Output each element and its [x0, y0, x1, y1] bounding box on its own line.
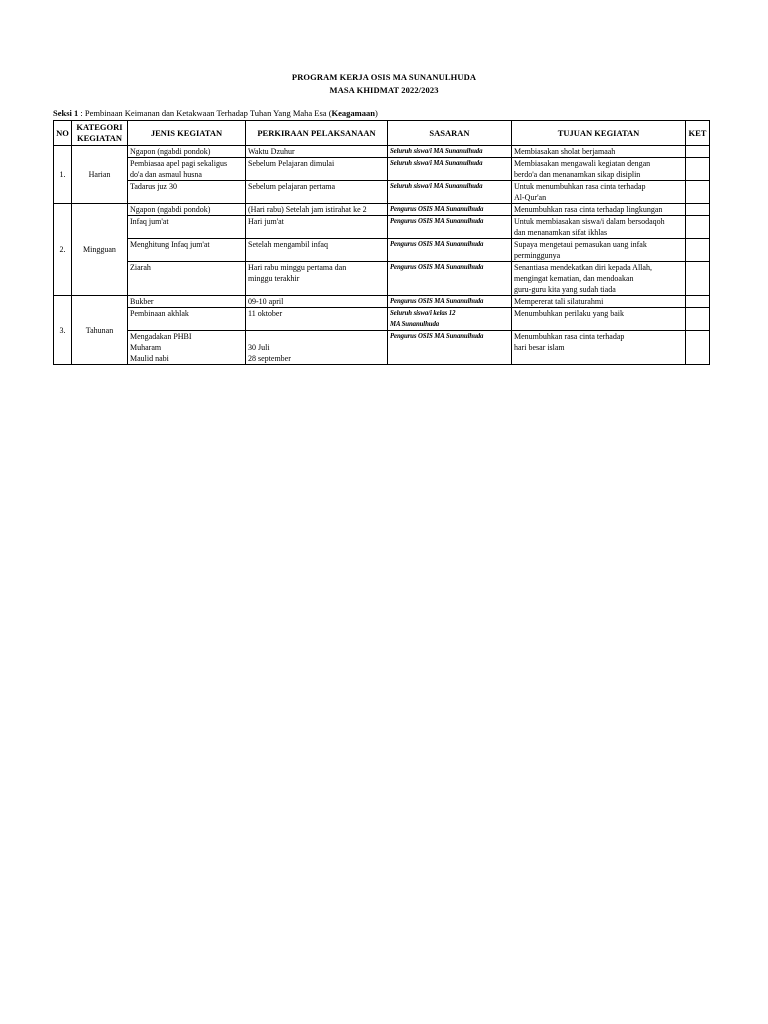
cell-jenis — [128, 146, 246, 158]
cell-jenis — [128, 204, 246, 216]
cell-jenis — [128, 158, 246, 181]
cell-pelaksanaan-line: minggu terakhir — [248, 274, 300, 283]
cell-tujuan-line: mengingat kematian, dan mendoakan — [514, 274, 634, 283]
cell-jenis-line: Infaq jum'at — [130, 217, 169, 226]
cell-tujuan — [512, 146, 686, 158]
header-ket: KET — [686, 121, 710, 146]
cell-pelaksanaan — [246, 239, 388, 262]
program-table — [53, 120, 710, 365]
document-subtitle: MASA KHIDMAT 2022/2023 — [329, 85, 439, 95]
cell-tujuan-line: Menumbuhkan rasa cinta terhadap — [514, 332, 625, 341]
cell-ket — [686, 262, 710, 296]
cell-sasaran-line: Pengurus OSIS MA Sunanulhuda — [390, 333, 484, 340]
cell-jenis — [128, 308, 246, 331]
cell-tujuan-line: Al-Qur'an — [514, 193, 547, 202]
table-row — [54, 331, 710, 365]
cell-jenis — [128, 296, 246, 308]
section-label — [53, 108, 378, 118]
table-row — [54, 146, 710, 158]
cell-tujuan — [512, 331, 686, 365]
cell-pelaksanaan — [246, 262, 388, 296]
cell-no: 3. — [54, 296, 72, 365]
cell-sasaran-line: Pengurus OSIS MA Sunanulhuda — [390, 298, 484, 305]
table-row — [54, 296, 710, 308]
cell-pelaksanaan — [246, 216, 388, 239]
cell-tujuan — [512, 216, 686, 239]
cell-kategori: Harian — [72, 146, 128, 204]
cell-jenis-line: Muharam — [130, 343, 162, 352]
cell-ket — [686, 181, 710, 204]
cell-sasaran — [388, 158, 512, 181]
section-close: ) — [374, 108, 378, 118]
cell-sasaran — [388, 331, 512, 365]
cell-tujuan — [512, 239, 686, 262]
cell-jenis — [128, 181, 246, 204]
cell-jenis — [128, 262, 246, 296]
section-number: Seksi 1 — [53, 108, 79, 118]
cell-tujuan-line: perminggunya — [514, 251, 561, 260]
cell-sasaran-line: Seluruh siswa/i MA Sunanulhuda — [390, 148, 483, 155]
table-row — [54, 262, 710, 296]
header-tujuan: TUJUAN KEGIATAN — [512, 121, 686, 146]
cell-pelaksanaan — [246, 146, 388, 158]
header-kategori: KATEGORI KEGIATAN — [72, 121, 128, 146]
cell-tujuan-line: Membiasakan mengawali kegiatan dengan — [514, 159, 651, 168]
cell-tujuan — [512, 262, 686, 296]
table-row — [54, 216, 710, 239]
table-row — [54, 239, 710, 262]
cell-kategori: Tahunan — [72, 296, 128, 365]
cell-sasaran — [388, 181, 512, 204]
cell-sasaran-line: Pengurus OSIS MA Sunanulhuda — [390, 241, 484, 248]
cell-pelaksanaan-line: 28 september — [248, 354, 291, 363]
cell-ket — [686, 308, 710, 331]
cell-sasaran-line: Pengurus OSIS MA Sunanulhuda — [390, 206, 484, 213]
cell-tujuan-line: guru-guru kita yang sudah tiada — [514, 285, 616, 294]
cell-jenis — [128, 239, 246, 262]
cell-jenis-line: Ziarah — [130, 263, 151, 272]
cell-tujuan-line: Mempererat tali silaturahmi — [514, 297, 604, 306]
cell-tujuan — [512, 158, 686, 181]
cell-jenis-line: Tadarus juz 30 — [130, 182, 177, 191]
cell-pelaksanaan — [246, 331, 388, 365]
table-row — [54, 204, 710, 216]
cell-tujuan — [512, 181, 686, 204]
cell-no: 1. — [54, 146, 72, 204]
cell-jenis-line: Pembinaan akhlak — [130, 309, 189, 318]
header-jenis: JENIS KEGIATAN — [128, 121, 246, 146]
header-pelaksanaan: PERKIRAAN PELAKSANAAN — [246, 121, 388, 146]
cell-sasaran-line: Seluruh siswa/i MA Sunanulhuda — [390, 160, 483, 167]
table-row — [54, 158, 710, 181]
cell-tujuan-line: dan menanamkan sifat ikhlas — [514, 228, 608, 237]
table-body — [54, 146, 710, 365]
cell-tujuan-line: Senantiasa mendekatkan diri kepada Allah, — [514, 263, 652, 272]
cell-pelaksanaan-line: Waktu Dzuhur — [248, 147, 295, 156]
cell-pelaksanaan-line: Sebelum pelajaran pertama — [248, 182, 336, 191]
cell-pelaksanaan-line: Sebelum Pelajaran dimulai — [248, 159, 335, 168]
cell-ket — [686, 158, 710, 181]
section-category: Keagamaan — [331, 108, 375, 118]
header-sasaran: SASARAN — [388, 121, 512, 146]
cell-pelaksanaan-line: 11 oktober — [248, 309, 283, 318]
cell-sasaran-line: MA Sunanulhuda — [390, 321, 440, 328]
cell-pelaksanaan-line: Setelah mengambil infaq — [248, 240, 328, 249]
cell-ket — [686, 239, 710, 262]
cell-tujuan-line: Membiasakan sholat berjamaah — [514, 147, 616, 156]
cell-sasaran-line: Seluruh siswa/i kelas 12 — [390, 310, 456, 317]
cell-tujuan — [512, 308, 686, 331]
table-header-row — [54, 121, 710, 146]
document-title: PROGRAM KERJA OSIS MA SUNANULHUDA — [291, 72, 477, 82]
cell-tujuan-line: Untuk menumbuhkan rasa cinta terhadap — [514, 182, 646, 191]
cell-tujuan-line: Untuk membiasakan siswa/i dalam bersodaqoh — [514, 217, 665, 226]
cell-jenis-line: Ngapon (ngabdi pondok) — [130, 147, 211, 156]
cell-kategori: Mingguan — [72, 204, 128, 296]
cell-jenis — [128, 216, 246, 239]
cell-sasaran-line: Seluruh siswa/i MA Sunanulhuda — [390, 183, 483, 190]
cell-sasaran — [388, 216, 512, 239]
cell-ket — [686, 296, 710, 308]
cell-no: 2. — [54, 204, 72, 296]
cell-pelaksanaan-line: (Hari rabu) Setelah jam istirahat ke 2 — [248, 205, 367, 214]
cell-tujuan — [512, 296, 686, 308]
cell-pelaksanaan — [246, 296, 388, 308]
cell-tujuan-line: Menumbuhkan rasa cinta terhadap lingkungan — [514, 205, 663, 214]
cell-pelaksanaan-line — [248, 331, 385, 342]
cell-pelaksanaan — [246, 181, 388, 204]
cell-pelaksanaan-line: Hari jum'at — [248, 217, 284, 226]
cell-pelaksanaan-line: 09-10 april — [248, 297, 284, 306]
cell-sasaran-line: Pengurus OSIS MA Sunanulhuda — [390, 264, 484, 271]
cell-jenis-line: Ngapon (ngabdi pondok) — [130, 205, 211, 214]
cell-tujuan-line: Supaya mengetaui pemasukan uang infak — [514, 240, 647, 249]
cell-pelaksanaan-line: 30 Juli — [248, 343, 270, 352]
cell-pelaksanaan-line: Hari rabu minggu pertama dan — [248, 263, 347, 272]
cell-sasaran — [388, 239, 512, 262]
cell-ket — [686, 146, 710, 158]
cell-ket — [686, 216, 710, 239]
cell-sasaran-line: Pengurus OSIS MA Sunanulhuda — [390, 218, 484, 225]
cell-pelaksanaan — [246, 308, 388, 331]
cell-jenis-line: Bukber — [130, 297, 154, 306]
cell-ket — [686, 204, 710, 216]
cell-tujuan-line: Menumbuhkan perilaku yang baik — [514, 309, 624, 318]
cell-tujuan — [512, 204, 686, 216]
cell-pelaksanaan — [246, 158, 388, 181]
cell-jenis-line: do'a dan asmaul husna — [130, 170, 202, 179]
cell-jenis-line: Mengadakan PHBI — [130, 332, 192, 341]
cell-sasaran — [388, 262, 512, 296]
cell-jenis — [128, 331, 246, 365]
section-description: : Pembinaan Keimanan dan Ketakwaan Terhadap Tuhan Yang Maha Esa ( — [78, 108, 332, 118]
table-row — [54, 181, 710, 204]
cell-tujuan-line: berdo'a dan menanamkan sikap disiplin — [514, 170, 641, 179]
header-no: NO — [54, 121, 72, 146]
table-row — [54, 308, 710, 331]
cell-tujuan-line: hari besar islam — [514, 343, 565, 352]
cell-sasaran — [388, 146, 512, 158]
cell-jenis-line: Pembiasaa apel pagi sekaligus — [130, 159, 228, 168]
cell-jenis-line: Maulid nabi — [130, 354, 169, 363]
cell-pelaksanaan — [246, 204, 388, 216]
cell-sasaran — [388, 204, 512, 216]
cell-sasaran — [388, 296, 512, 308]
cell-jenis-line: Menghitung Infaq jum'at — [130, 240, 210, 249]
cell-sasaran — [388, 308, 512, 331]
cell-ket — [686, 331, 710, 365]
